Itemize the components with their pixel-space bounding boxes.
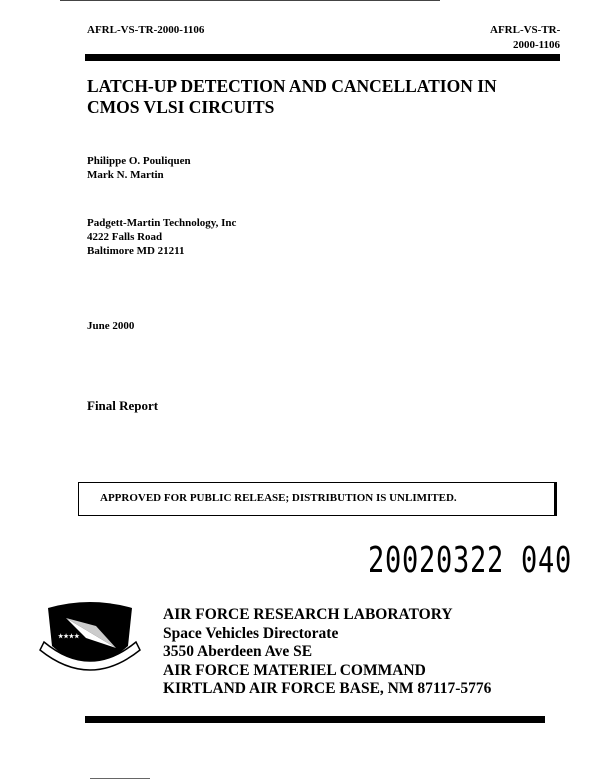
report-number-right-2: 2000-1106 [512, 39, 560, 51]
svg-text:★★★★: ★★★★ [58, 634, 80, 640]
report-type: Final Report [87, 398, 159, 413]
lab-command: AIR FORCE MATERIEL COMMAND [163, 661, 426, 679]
organization-street: 4222 Falls Road [87, 231, 163, 243]
organization-name: Padgett-Martin Technology, Inc [87, 217, 237, 229]
stamp-number: 20020322 040 [368, 540, 573, 581]
afrl-shield-logo-icon [36, 598, 144, 680]
document-title [87, 76, 497, 118]
organization-city: Baltimore MD 21211 [87, 245, 185, 257]
footer-rule [85, 716, 545, 723]
lab-directorate: Space Vehicles Directorate [163, 624, 339, 642]
authors [87, 154, 191, 182]
laboratory-block [163, 606, 491, 699]
author: Philippe O. Pouliquen [87, 155, 191, 167]
lab-street: 3550 Aberdeen Ave SE [163, 643, 313, 660]
scan-edge-line [90, 778, 150, 779]
lab-name: AIR FORCE RESEARCH LABORATORY [163, 606, 453, 623]
author: Mark N. Martin [87, 169, 164, 181]
lab-base: KIRTLAND AIR FORCE BASE, NM 87117-5776 [163, 680, 492, 697]
header-rule [85, 54, 560, 61]
report-number-right-1: AFRL-VS-TR- [490, 24, 561, 36]
title-line-2: CMOS VLSI CIRCUITS [87, 97, 275, 117]
distribution-statement: APPROVED FOR PUBLIC RELEASE; DISTRIBUTION IS UNLIMITED. [100, 492, 457, 504]
distribution-box [78, 482, 557, 516]
scan-edge-line [60, 0, 440, 1]
report-number-left: AFRL-VS-TR-2000-1106 [87, 24, 205, 36]
report-date: June 2000 [87, 320, 135, 332]
organization-address [87, 216, 236, 258]
title-line-1: LATCH-UP DETECTION AND CANCELLATION IN [87, 76, 497, 96]
